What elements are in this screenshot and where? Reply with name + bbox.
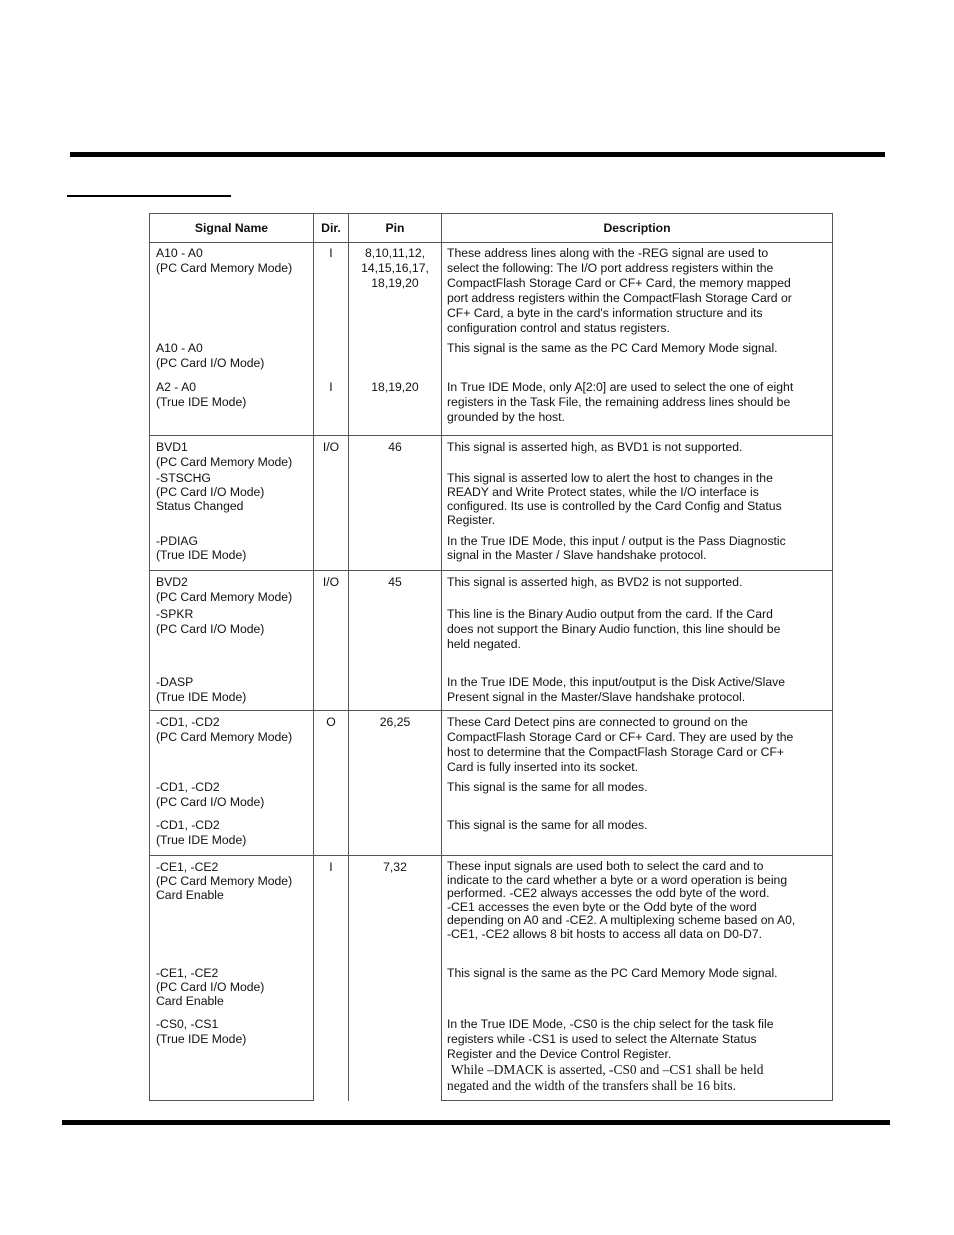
signal-name-cell: -CD1, -CD2 (PC Card Memory Mode) <box>150 711 314 780</box>
table-row <box>150 436 833 471</box>
table-row <box>150 711 833 780</box>
signal-name-cell: BVD2 (PC Card Memory Mode) <box>150 571 314 607</box>
description-cell: These input signals are used both to select the card and to indicate to the card whether a byte or a word operation is being performed. -CE2 always accesses the odd byte of the word. -CE1 accesses the even byte or the Odd byte of the word depending on A0 and -CE2. A multiplexing scheme based on A0, -CE1, -CE2 allows 8 bit hosts to access all data on D0-D7. <box>442 856 833 966</box>
direction-cell: I <box>314 243 349 380</box>
signal-name-cell: -DASP (True IDE Mode) <box>150 675 314 711</box>
pin-cell: 8,10,11,12, 14,15,16,17, 18,19,20 <box>349 243 442 380</box>
header-dir: Dir. <box>314 214 349 243</box>
signal-name-cell: -CS0, -CS1 (True IDE Mode) <box>150 1017 314 1101</box>
description-cell: In True IDE Mode, only A[2:0] are used to select the one of eight registers in the Task File, the remaining address lines should be grounded by the host. <box>442 380 833 436</box>
pin-cell: 18,19,20 <box>349 380 442 436</box>
signal-name-cell: -CE1, -CE2 (PC Card Memory Mode) Card Enable <box>150 856 314 966</box>
signal-name-cell: -CD1, -CD2 (True IDE Mode) <box>150 818 314 856</box>
description-cell: This line is the Binary Audio output from the card. If the Card does not support the Binary Audio function, this line should be held negated. <box>442 607 833 675</box>
table-row <box>150 1017 833 1101</box>
signal-name-cell: -PDIAG (True IDE Mode) <box>150 534 314 571</box>
table-row <box>150 966 833 1017</box>
signal-name-cell: -CD1, -CD2 (PC Card I/O Mode) <box>150 780 314 818</box>
description-cell: This signal is the same as the PC Card Memory Mode signal. <box>442 966 833 1017</box>
table-row <box>150 243 833 341</box>
table-row <box>150 856 833 966</box>
table-row <box>150 780 833 818</box>
header-signal-name: Signal Name <box>150 214 314 243</box>
pin-cell: 26,25 <box>349 711 442 856</box>
table-row <box>150 380 833 436</box>
table-row <box>150 534 833 571</box>
direction-cell: I/O <box>314 436 349 571</box>
description-cell: This signal is asserted low to alert the host to changes in the READY and Write Protect states, while the I/O interface is configured. Its use is controlled by the Card Config and Status Register. <box>442 471 833 534</box>
table-row <box>150 471 833 534</box>
signal-name-cell: -SPKR (PC Card I/O Mode) <box>150 607 314 675</box>
description-cell: This signal is asserted high, as BVD2 is not supported. <box>442 571 833 607</box>
description-cell: In the True IDE Mode, this input/output is the Disk Active/Slave Present signal in the Master/Slave handshake protocol. <box>442 675 833 711</box>
section-heading-underline <box>67 195 231 197</box>
description-cell: These Card Detect pins are connected to ground on the CompactFlash Storage Card or CF+ Card. They are used by the host to determine that the CompactFlash Storage Card or CF+ Card is fully inserted into its socket. <box>442 711 833 780</box>
header-rule <box>70 152 885 157</box>
description-cell: This signal is the same as the PC Card Memory Mode signal. <box>442 341 833 380</box>
table-row <box>150 607 833 675</box>
signal-name-cell: -STSCHG (PC Card I/O Mode) Status Changed <box>150 471 314 534</box>
table-row <box>150 341 833 380</box>
pin-cell: 45 <box>349 571 442 711</box>
signal-name-cell: BVD1 (PC Card Memory Mode) <box>150 436 314 471</box>
signal-name-cell: -CE1, -CE2 (PC Card I/O Mode) Card Enable <box>150 966 314 1017</box>
direction-cell: I/O <box>314 571 349 711</box>
direction-cell: I <box>314 856 349 1101</box>
description-cell: In the True IDE Mode, this input / output is the Pass Diagnostic signal in the Master / Slave handshake protocol. <box>442 534 833 571</box>
table-row <box>150 571 833 607</box>
description-cell: These address lines along with the -REG signal are used to select the following: The I/O port address registers within the CompactFlash Storage Card or CF+ Card, the memory mapped port address registers within the CompactFlash Storage Card or CF+ Card, a byte in the card's information structure and its configuration control and status registers. <box>442 243 833 341</box>
description-cell: This signal is asserted high, as BVD1 is not supported. <box>442 436 833 471</box>
header-pin: Pin <box>349 214 442 243</box>
direction-cell: O <box>314 711 349 856</box>
header-description: Description <box>442 214 833 243</box>
footer-rule <box>62 1120 890 1125</box>
signal-name-cell: A10 - A0 (PC Card I/O Mode) <box>150 341 314 380</box>
signal-description-table <box>149 213 833 1101</box>
description-cell: This signal is the same for all modes. <box>442 818 833 856</box>
direction-cell: I <box>314 380 349 436</box>
description-cell: In the True IDE Mode, -CS0 is the chip select for the task file registers while -CS1 is used to select the Alternate Status Register and the Device Control Register. While –DMACK is asserted, -CS0 and –CS1 shall be held negated and the width of the transfers shall be 16 bits. <box>442 1017 833 1101</box>
description-cell: This signal is the same for all modes. <box>442 780 833 818</box>
signal-name-cell: A10 - A0 (PC Card Memory Mode) <box>150 243 314 341</box>
pin-cell: 7,32 <box>349 856 442 1101</box>
table-row <box>150 675 833 711</box>
signal-name-cell: A2 - A0 (True IDE Mode) <box>150 380 314 436</box>
table-row <box>150 818 833 856</box>
pin-cell: 46 <box>349 436 442 571</box>
table-header-row <box>150 214 833 243</box>
